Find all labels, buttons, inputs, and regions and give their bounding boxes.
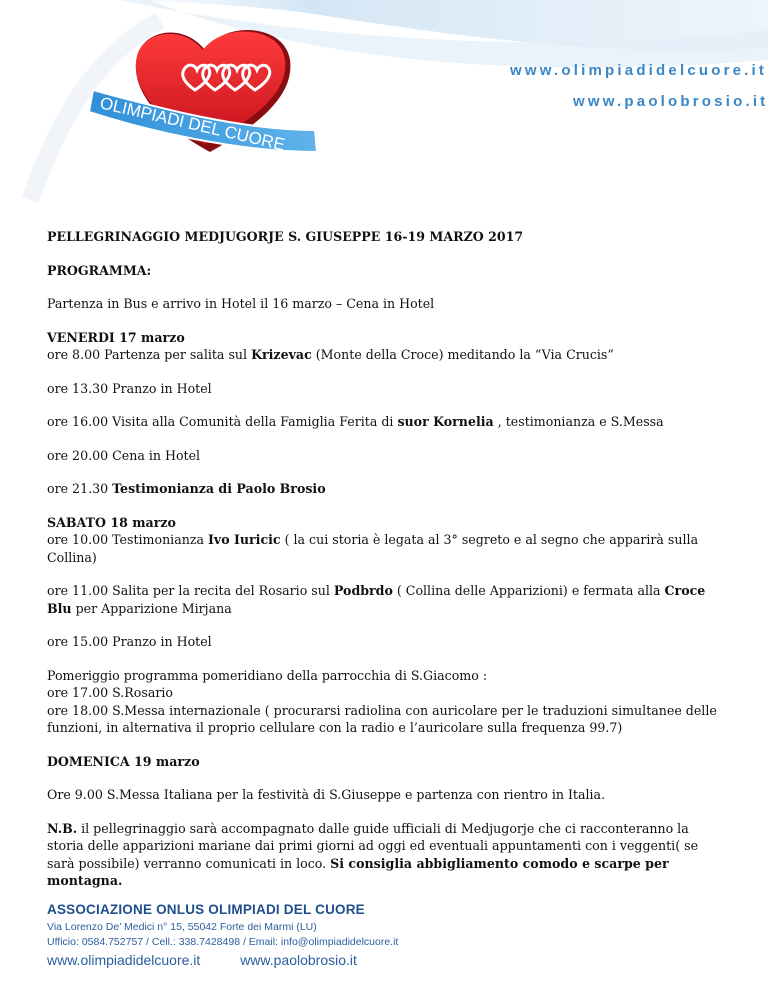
friday-heading: VENERDI 17 marzo xyxy=(47,329,185,345)
saturday-line-5: ore 17.00 S.Rosario xyxy=(47,685,173,700)
friday-line-5: ore 21.30 Testimonianza di Paolo Brosio xyxy=(47,481,326,496)
saturday-line-2: ore 11.00 Salita per la recita del Rosario sul Podbrdo ( Collina delle Apparizioni) e fermata alla Croce Blu per Apparizione Mirjana xyxy=(47,583,706,616)
logo-text: OLIMPIADI DEL CUORE xyxy=(98,93,287,155)
saturday-line-3: ore 15.00 Pranzo in Hotel xyxy=(47,634,212,649)
departure-line: Partenza in Bus e arrivo in Hotel il 16 marzo – Cena in Hotel xyxy=(47,296,435,311)
friday-line-3: ore 16.00 Visita alla Comunità della Famiglia Ferita di suor Kornelia , testimonianza e S.Messa xyxy=(47,414,664,429)
olimpiadi-del-cuore-logo xyxy=(85,12,325,162)
footer-contacts: Ufficio: 0584.752757 / Cell.: 338.7428498 / Email: info@olimpiadidelcuore.it xyxy=(47,936,399,948)
program-document xyxy=(47,228,727,890)
header-url-paolobrosio[interactable]: www.paolobrosio.it xyxy=(573,93,768,110)
footer xyxy=(47,902,747,968)
friday-line-4: ore 20.00 Cena in Hotel xyxy=(47,447,201,463)
footer-address: Via Lorenzo De’ Medici n° 15, 55042 Forte dei Marmi (LU) xyxy=(47,921,317,933)
note-paragraph: N.B. il pellegrinaggio sarà accompagnato dalle guide ufficiali di Medjugorje che ci racconteranno la storia delle apparizioni mariane dai primi giorni ad oggi ed eventuali appuntamenti con i veggenti( se sarà possibile) verranno comunicati in loco. Si consiglia abbigliamento comodo e scarpe per montagna. xyxy=(47,820,699,888)
footer-org-name: ASSOCIAZIONE ONLUS OLIMPIADI DEL CUORE xyxy=(47,902,365,917)
sunday-line-1: Ore 9.00 S.Messa Italiana per la festività di S.Giuseppe e partenza con rientro in Italia. xyxy=(47,787,606,802)
saturday-line-1: ore 10.00 Testimonianza Ivo Iuricic ( la cui storia è legata al 3° segreto e al segno che apparirà sulla Collina) xyxy=(47,532,699,565)
program-heading: PROGRAMMA: xyxy=(47,262,152,278)
sunday-heading: DOMENICA 19 marzo xyxy=(47,753,200,769)
footer-link-paolobrosio[interactable]: www.paolobrosio.it xyxy=(240,952,357,968)
header-url-olimpiadi[interactable]: www.olimpiadidelcuore.it xyxy=(510,62,768,79)
saturday-heading: SABATO 18 marzo xyxy=(47,514,176,530)
document-title: PELLEGRINAGGIO MEDJUGORJE S. GIUSEPPE 16-19 MARZO 2017 xyxy=(47,229,524,244)
footer-websites xyxy=(47,952,747,968)
footer-link-olimpiadi[interactable]: www.olimpiadidelcuore.it xyxy=(47,952,201,968)
friday-line-2: ore 13.30 Pranzo in Hotel xyxy=(47,380,212,396)
saturday-line-6: ore 18.00 S.Messa internazionale ( procurarsi radiolina con auricolare per le traduzioni simultanee delle funzioni, in alternativa il proprio cellulare con la radio e l’auricolare sulla frequenza 99.7) xyxy=(47,702,717,735)
saturday-line-4: Pomeriggio programma pomeridiano della parrocchia di S.Giacomo : xyxy=(47,667,488,683)
friday-line-1: ore 8.00 Partenza per salita sul Krizevac (Monte della Croce) meditando la “Via Crucis” xyxy=(47,347,614,362)
